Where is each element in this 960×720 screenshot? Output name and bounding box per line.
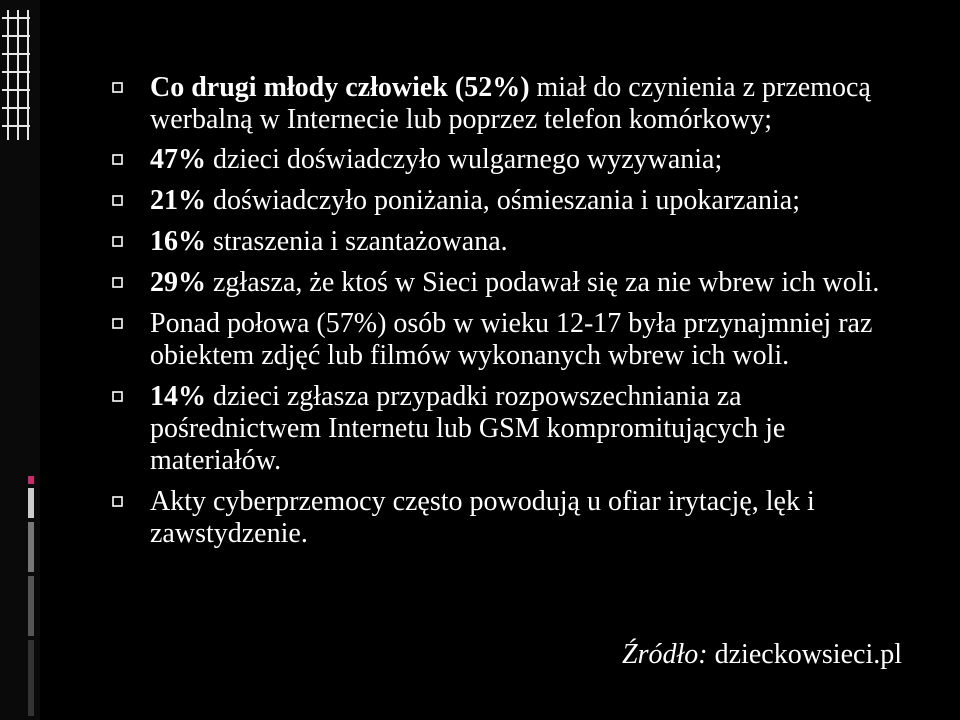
hollow-square-bullet-icon bbox=[112, 391, 123, 402]
list-item bbox=[112, 226, 912, 258]
bullet-lead: 21% bbox=[150, 185, 206, 216]
hollow-square-bullet-icon bbox=[112, 277, 123, 288]
list-item bbox=[112, 486, 912, 550]
hollow-square-bullet-icon bbox=[112, 496, 123, 507]
bullet-text: doświadczyło poniżania, ośmieszania i upokarzania; bbox=[206, 185, 801, 216]
bullet-lead: 29% bbox=[150, 267, 206, 298]
bullet-lead: Ponad połowa (57%) bbox=[150, 308, 387, 339]
hollow-square-bullet-icon bbox=[112, 318, 123, 329]
statistics-list bbox=[112, 72, 912, 550]
grid-lines-decoration bbox=[0, 0, 40, 160]
bullet-lead: Co drugi młody człowiek (52%) bbox=[150, 72, 530, 103]
hollow-square-bullet-icon bbox=[112, 154, 123, 165]
list-item bbox=[112, 72, 912, 136]
list-item bbox=[112, 144, 912, 176]
hollow-square-bullet-icon bbox=[112, 195, 123, 206]
bullet-text: zgłasza, że ktoś w Sieci podawał się za nie wbrew ich woli. bbox=[206, 267, 880, 298]
bullet-lead: 16% bbox=[150, 226, 206, 257]
vertical-accent-marks bbox=[0, 472, 40, 720]
bullet-lead: 14% bbox=[150, 381, 206, 412]
bullet-text: miał do czynienia z przemocą werbalną w Internecie lub poprzez telefon komórkowy; bbox=[150, 72, 871, 135]
list-item bbox=[112, 308, 912, 372]
bullet-text: Akty cyberprzemocy często powodują u ofiar irytację, lęk i zawstydzenie. bbox=[150, 486, 815, 549]
bullet-text: straszenia i szantażowana. bbox=[206, 226, 508, 257]
bullet-text: dzieci zgłasza przypadki rozpowszechniania za pośrednictwem Internetu lub GSM kompromitujących je materiałów. bbox=[150, 381, 786, 476]
slide-content bbox=[112, 72, 912, 550]
source-citation bbox=[622, 638, 902, 672]
list-item bbox=[112, 267, 912, 299]
source-label: Źródło: bbox=[622, 639, 708, 670]
hollow-square-bullet-icon bbox=[112, 236, 123, 247]
list-item bbox=[112, 381, 912, 477]
hollow-square-bullet-icon bbox=[112, 82, 123, 93]
list-item bbox=[112, 185, 912, 217]
bullet-lead: 47% bbox=[150, 144, 206, 175]
bullet-text: osób w wieku 12-17 była przynajmniej raz obiektem zdjęć lub filmów wykonanych wbrew ich woli. bbox=[150, 308, 873, 371]
bullet-text: dzieci doświadczyło wulgarnego wyzywania; bbox=[206, 144, 723, 175]
source-value: dzieckowsieci.pl bbox=[707, 639, 902, 670]
